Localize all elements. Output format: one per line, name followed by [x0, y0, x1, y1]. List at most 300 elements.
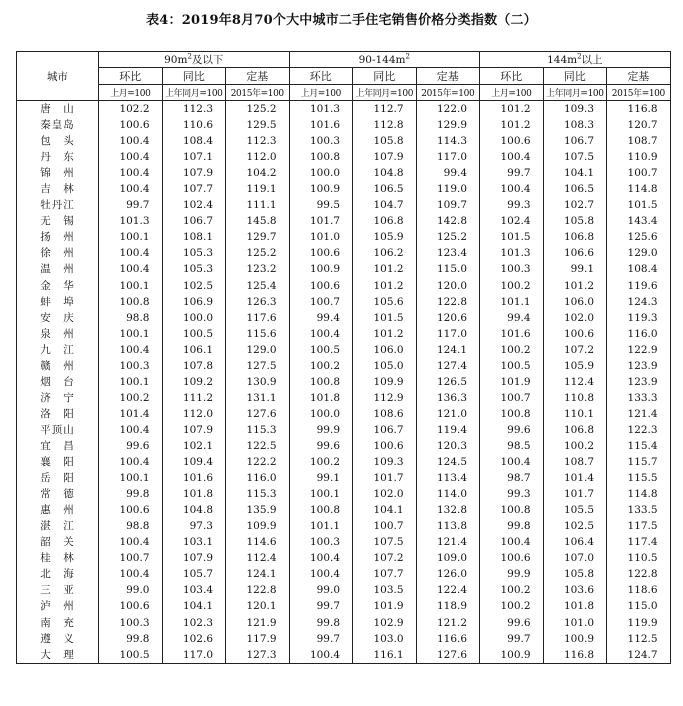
table-row: [17, 486, 671, 502]
index-value: 100.2: [480, 342, 544, 358]
index-value: 127.3: [226, 647, 290, 664]
index-value: 100.8: [99, 294, 163, 310]
index-value: 110.5: [607, 550, 671, 566]
index-value: 109.3: [353, 454, 417, 470]
city-name: 包 头: [17, 133, 99, 149]
table-row: [17, 133, 671, 149]
table-row: [17, 197, 671, 213]
index-value: 133.5: [607, 502, 671, 518]
index-value: 101.3: [99, 213, 163, 229]
index-value: 100.6: [289, 245, 353, 261]
index-value: 103.6: [543, 582, 607, 598]
index-value: 100.4: [99, 181, 163, 197]
index-value: 130.9: [226, 374, 290, 390]
index-value: 127.6: [226, 406, 290, 422]
city-name: 徐 州: [17, 245, 99, 261]
index-value: 100.4: [480, 149, 544, 165]
index-value: 120.7: [607, 117, 671, 133]
index-value: 129.0: [607, 245, 671, 261]
city-name: 金 华: [17, 278, 99, 294]
table-row: [17, 326, 671, 342]
index-value: 103.1: [162, 534, 226, 550]
index-value: 100.9: [289, 261, 353, 277]
index-value: 106.8: [353, 213, 417, 229]
index-value: 106.7: [353, 422, 417, 438]
index-value: 115.0: [416, 261, 480, 277]
index-value: 100.5: [99, 647, 163, 664]
index-value: 108.7: [607, 133, 671, 149]
index-value: 120.1: [226, 598, 290, 614]
index-value: 129.0: [226, 342, 290, 358]
base-header-cell: 上年同月=100: [162, 85, 226, 101]
city-name: 唐 山: [17, 101, 99, 118]
index-value: 107.9: [162, 422, 226, 438]
group-header-large: [480, 52, 671, 68]
index-value: 101.4: [99, 406, 163, 422]
index-value: 99.3: [480, 486, 544, 502]
index-value: 100.3: [99, 358, 163, 374]
table-row: [17, 582, 671, 598]
index-value: 118.6: [607, 582, 671, 598]
index-value: 110.8: [543, 390, 607, 406]
index-value: 100.8: [289, 502, 353, 518]
index-value: 102.0: [543, 310, 607, 326]
index-value: 103.5: [353, 582, 417, 598]
index-value: 121.4: [416, 534, 480, 550]
city-name: 秦皇岛: [17, 117, 99, 133]
city-name: 宜 昌: [17, 438, 99, 454]
city-name: 遵 义: [17, 631, 99, 647]
index-value: 117.5: [607, 518, 671, 534]
table-row: [17, 631, 671, 647]
index-value: 98.8: [99, 310, 163, 326]
index-value: 104.8: [353, 165, 417, 181]
table-row: [17, 149, 671, 165]
index-value: 106.6: [543, 245, 607, 261]
index-value: 100.3: [289, 133, 353, 149]
index-value: 103.0: [353, 631, 417, 647]
index-value: 106.9: [162, 294, 226, 310]
index-value: 114.0: [416, 486, 480, 502]
index-value: 100.4: [480, 534, 544, 550]
table-row: [17, 245, 671, 261]
index-value: 99.8: [289, 615, 353, 631]
city-name: 襄 阳: [17, 454, 99, 470]
index-value: 99.1: [289, 470, 353, 486]
index-value: 99.5: [289, 197, 353, 213]
index-value: 102.3: [162, 615, 226, 631]
index-value: 112.3: [226, 133, 290, 149]
table-row: [17, 213, 671, 229]
index-value: 108.4: [162, 133, 226, 149]
index-value: 129.7: [226, 229, 290, 245]
city-name: 蚌 埠: [17, 294, 99, 310]
index-value: 99.0: [99, 582, 163, 598]
index-value: 100.4: [289, 550, 353, 566]
city-name: 泸 州: [17, 598, 99, 614]
index-value: 101.3: [289, 101, 353, 118]
index-value: 99.4: [480, 310, 544, 326]
index-value: 124.1: [226, 566, 290, 582]
index-value: 100.3: [480, 261, 544, 277]
index-value: 113.4: [416, 470, 480, 486]
index-value: 112.0: [226, 149, 290, 165]
index-value: 132.8: [416, 502, 480, 518]
table-row: [17, 518, 671, 534]
table-row: [17, 294, 671, 310]
table-body: [17, 101, 671, 664]
index-value: 99.6: [480, 615, 544, 631]
index-value: 100.7: [99, 550, 163, 566]
index-value: 101.8: [543, 598, 607, 614]
index-value: 97.3: [162, 518, 226, 534]
index-value: 100.6: [99, 117, 163, 133]
table-row: [17, 470, 671, 486]
index-value: 127.4: [416, 358, 480, 374]
index-value: 114.3: [416, 133, 480, 149]
table-row: [17, 598, 671, 614]
index-value: 121.4: [607, 406, 671, 422]
index-value: 100.8: [480, 406, 544, 422]
index-value: 117.9: [226, 631, 290, 647]
index-value: 99.7: [289, 598, 353, 614]
index-value: 100.3: [289, 534, 353, 550]
index-value: 143.4: [607, 213, 671, 229]
index-value: 115.3: [226, 422, 290, 438]
index-value: 100.9: [543, 631, 607, 647]
index-value: 100.2: [289, 454, 353, 470]
index-value: 112.8: [353, 117, 417, 133]
table-row: [17, 647, 671, 664]
table-row: [17, 502, 671, 518]
base-header-cell: 上月=100: [99, 85, 163, 101]
index-value: 100.0: [289, 406, 353, 422]
index-value: 105.8: [543, 566, 607, 582]
index-value: 112.0: [162, 406, 226, 422]
index-value: 101.6: [289, 117, 353, 133]
index-value: 100.4: [99, 422, 163, 438]
index-value: 101.6: [162, 470, 226, 486]
index-value: 122.8: [416, 294, 480, 310]
city-name: 惠 州: [17, 502, 99, 518]
index-value: 115.0: [607, 598, 671, 614]
index-value: 100.6: [353, 438, 417, 454]
index-value: 101.2: [353, 278, 417, 294]
index-value: 108.1: [162, 229, 226, 245]
index-value: 100.6: [543, 326, 607, 342]
table-row: [17, 117, 671, 133]
index-value: 112.7: [353, 101, 417, 118]
index-value: 122.2: [226, 454, 290, 470]
index-value: 114.6: [226, 534, 290, 550]
index-value: 106.5: [543, 181, 607, 197]
price-index-table: [16, 51, 671, 664]
index-value: 101.8: [289, 390, 353, 406]
index-value: 109.2: [162, 374, 226, 390]
index-value: 100.1: [99, 278, 163, 294]
index-value: 101.5: [480, 229, 544, 245]
index-value: 100.8: [480, 502, 544, 518]
city-name: 扬 州: [17, 229, 99, 245]
index-value: 98.5: [480, 438, 544, 454]
index-value: 106.7: [162, 213, 226, 229]
index-value: 99.6: [480, 422, 544, 438]
index-value: 100.3: [99, 615, 163, 631]
index-value: 109.9: [226, 518, 290, 534]
index-value: 100.4: [480, 454, 544, 470]
index-value: 100.6: [480, 133, 544, 149]
index-value: 103.4: [162, 582, 226, 598]
base-header-cell: 2015年=100: [416, 85, 480, 101]
table-row: [17, 390, 671, 406]
index-value: 101.2: [543, 278, 607, 294]
sub-header-cell: 环比: [289, 68, 353, 85]
index-value: 117.0: [416, 149, 480, 165]
city-name: 温 州: [17, 261, 99, 277]
index-value: 115.6: [226, 326, 290, 342]
index-value: 105.6: [353, 294, 417, 310]
table-row: [17, 438, 671, 454]
index-value: 101.6: [480, 326, 544, 342]
index-value: 123.9: [607, 374, 671, 390]
city-name: 泉 州: [17, 326, 99, 342]
index-value: 145.8: [226, 213, 290, 229]
sub-header-cell: 同比: [353, 68, 417, 85]
sub-header-cell: 同比: [162, 68, 226, 85]
index-value: 124.3: [607, 294, 671, 310]
index-value: 101.9: [353, 598, 417, 614]
index-value: 100.1: [99, 229, 163, 245]
sub-header-cell: 同比: [543, 68, 607, 85]
index-value: 102.9: [353, 615, 417, 631]
index-value: 105.9: [353, 229, 417, 245]
index-value: 104.1: [543, 165, 607, 181]
index-value: 100.1: [99, 470, 163, 486]
index-value: 100.5: [289, 342, 353, 358]
index-value: 119.3: [607, 310, 671, 326]
city-name: 牡丹江: [17, 197, 99, 213]
index-value: 119.0: [416, 181, 480, 197]
city-name: 九 江: [17, 342, 99, 358]
base-header-cell: 上年同月=100: [543, 85, 607, 101]
index-value: 107.9: [162, 165, 226, 181]
index-value: 102.5: [543, 518, 607, 534]
table-title: 表4：2019年8月70个大中城市二手住宅销售价格分类指数（二）: [146, 13, 537, 28]
index-value: 111.2: [162, 390, 226, 406]
index-value: 110.6: [162, 117, 226, 133]
index-value: 107.7: [162, 181, 226, 197]
index-value: 123.4: [416, 245, 480, 261]
city-name: 平顶山: [17, 422, 99, 438]
index-value: 99.6: [99, 438, 163, 454]
index-value: 116.8: [543, 647, 607, 664]
index-value: 106.1: [162, 342, 226, 358]
index-value: 100.2: [480, 582, 544, 598]
index-value: 101.2: [480, 101, 544, 118]
index-value: 109.0: [416, 550, 480, 566]
index-value: 107.5: [543, 149, 607, 165]
index-value: 105.5: [543, 502, 607, 518]
index-value: 100.4: [99, 342, 163, 358]
group-label: 90m: [164, 54, 188, 66]
table-row: [17, 406, 671, 422]
index-value: 118.9: [416, 598, 480, 614]
group-label-suffix: 以上: [581, 54, 603, 66]
index-value: 114.8: [607, 486, 671, 502]
index-value: 101.4: [543, 470, 607, 486]
sub-header-cell: 定基: [607, 68, 671, 85]
index-value: 101.0: [289, 229, 353, 245]
index-value: 100.1: [289, 486, 353, 502]
index-value: 101.0: [543, 615, 607, 631]
index-value: 100.4: [99, 566, 163, 582]
city-name: 济 宁: [17, 390, 99, 406]
city-name: 北 海: [17, 566, 99, 582]
index-value: 99.4: [416, 165, 480, 181]
index-value: 123.9: [607, 358, 671, 374]
group-label-suffix: 及以下: [191, 54, 224, 66]
unit-superscript: 2: [577, 52, 582, 61]
index-value: 101.1: [289, 518, 353, 534]
city-name: 赣 州: [17, 358, 99, 374]
index-value: 102.7: [543, 197, 607, 213]
index-value: 136.3: [416, 390, 480, 406]
index-value: 125.2: [226, 101, 290, 118]
index-value: 121.0: [416, 406, 480, 422]
index-value: 106.0: [353, 342, 417, 358]
index-value: 101.8: [162, 486, 226, 502]
index-value: 100.2: [99, 390, 163, 406]
table-row: [17, 358, 671, 374]
index-value: 100.2: [289, 358, 353, 374]
index-value: 115.5: [607, 470, 671, 486]
index-value: 112.5: [607, 631, 671, 647]
index-value: 115.4: [607, 438, 671, 454]
index-value: 101.7: [543, 486, 607, 502]
index-value: 108.6: [353, 406, 417, 422]
sub-header-cell: 环比: [480, 68, 544, 85]
index-value: 99.1: [543, 261, 607, 277]
index-value: 99.6: [289, 438, 353, 454]
index-value: 105.3: [162, 245, 226, 261]
index-value: 102.2: [99, 101, 163, 118]
table-row: [17, 278, 671, 294]
city-name: 三 亚: [17, 582, 99, 598]
table-row: [17, 374, 671, 390]
index-value: 107.8: [162, 358, 226, 374]
city-name: 岳 阳: [17, 470, 99, 486]
index-value: 102.4: [480, 213, 544, 229]
index-value: 106.5: [353, 181, 417, 197]
table-row: [17, 422, 671, 438]
index-value: 102.4: [162, 197, 226, 213]
index-value: 112.4: [226, 550, 290, 566]
index-value: 119.9: [607, 615, 671, 631]
index-value: 120.6: [416, 310, 480, 326]
index-value: 122.5: [226, 438, 290, 454]
index-value: 115.3: [226, 486, 290, 502]
sub-header-row: [17, 68, 671, 85]
index-value: 100.4: [289, 326, 353, 342]
group-header-medium: [289, 52, 480, 68]
base-header-cell: 上月=100: [289, 85, 353, 101]
index-value: 142.8: [416, 213, 480, 229]
index-value: 101.5: [353, 310, 417, 326]
index-value: 125.6: [607, 229, 671, 245]
index-value: 100.4: [99, 261, 163, 277]
index-value: 126.3: [226, 294, 290, 310]
index-value: 100.5: [480, 358, 544, 374]
city-name: 锦 州: [17, 165, 99, 181]
index-value: 100.6: [99, 598, 163, 614]
index-value: 135.9: [226, 502, 290, 518]
index-value: 100.8: [289, 149, 353, 165]
city-name: 韶 关: [17, 534, 99, 550]
index-value: 107.0: [543, 550, 607, 566]
index-value: 107.2: [543, 342, 607, 358]
group-label: 90-144m: [358, 53, 406, 66]
index-value: 122.0: [416, 101, 480, 118]
city-name: 吉 林: [17, 181, 99, 197]
index-value: 100.4: [99, 454, 163, 470]
index-value: 99.9: [480, 566, 544, 582]
index-value: 105.8: [353, 133, 417, 149]
index-value: 100.5: [162, 326, 226, 342]
sub-header-cell: 定基: [416, 68, 480, 85]
index-value: 100.7: [289, 294, 353, 310]
base-header-cell: 上年同月=100: [353, 85, 417, 101]
index-value: 125.2: [226, 245, 290, 261]
index-value: 100.4: [99, 149, 163, 165]
index-value: 125.2: [416, 229, 480, 245]
index-value: 100.6: [289, 278, 353, 294]
index-value: 122.9: [607, 342, 671, 358]
index-value: 120.3: [416, 438, 480, 454]
index-value: 99.8: [99, 631, 163, 647]
index-value: 125.4: [226, 278, 290, 294]
city-name: 南 充: [17, 615, 99, 631]
index-value: 127.6: [416, 647, 480, 664]
index-value: 100.4: [480, 181, 544, 197]
index-value: 99.9: [289, 422, 353, 438]
index-value: 104.1: [162, 598, 226, 614]
index-value: 105.0: [353, 358, 417, 374]
index-value: 102.6: [162, 631, 226, 647]
city-name: 丹 东: [17, 149, 99, 165]
base-header-cell: 2015年=100: [226, 85, 290, 101]
city-name: 大 理: [17, 647, 99, 664]
index-value: 101.2: [480, 117, 544, 133]
table-row: [17, 454, 671, 470]
index-value: 108.4: [607, 261, 671, 277]
index-value: 119.6: [607, 278, 671, 294]
index-value: 100.7: [480, 390, 544, 406]
index-value: 116.0: [226, 470, 290, 486]
index-value: 121.2: [416, 615, 480, 631]
index-value: 104.2: [226, 165, 290, 181]
index-value: 106.4: [543, 534, 607, 550]
table-row: [17, 181, 671, 197]
index-value: 99.7: [289, 631, 353, 647]
index-value: 100.2: [480, 598, 544, 614]
index-value: 106.7: [543, 133, 607, 149]
index-value: 116.8: [607, 101, 671, 118]
city-name: 湛 江: [17, 518, 99, 534]
base-header-cell: 上月=100: [480, 85, 544, 101]
index-value: 105.8: [543, 213, 607, 229]
index-value: 101.5: [607, 197, 671, 213]
index-value: 109.9: [353, 374, 417, 390]
